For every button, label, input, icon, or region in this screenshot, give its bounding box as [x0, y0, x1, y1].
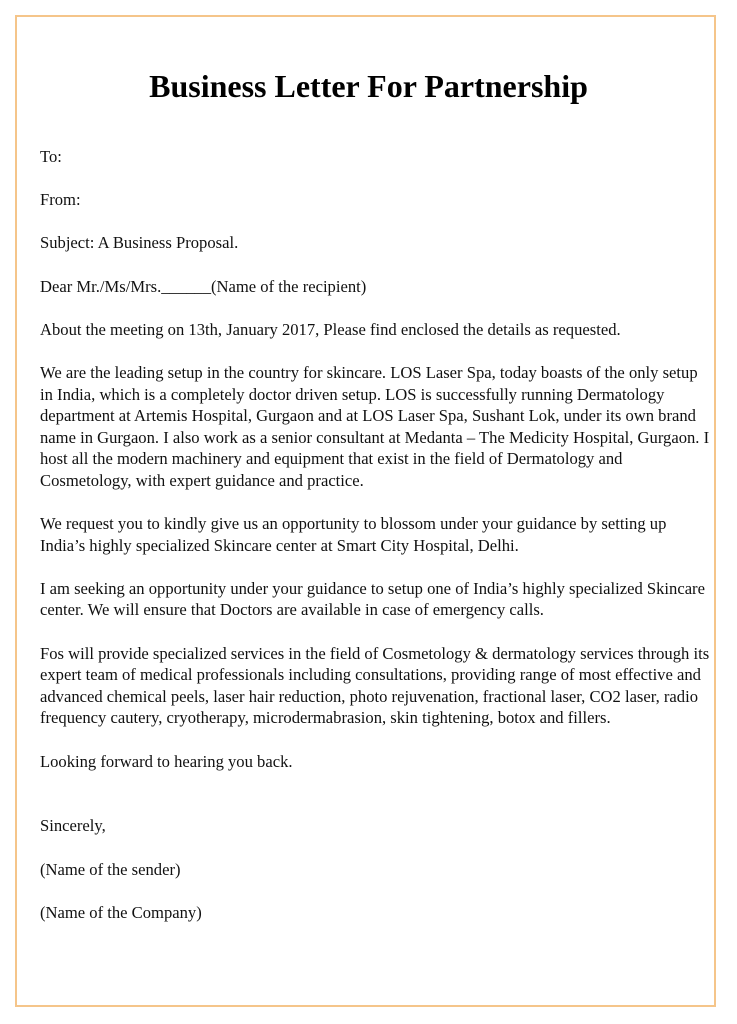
- sender-name: (Name of the sender): [40, 859, 181, 879]
- paragraph-services: Fos will provide specialized services in the field of Cosmetology & dermatology services through its expert team of medical professionals including consultations, providing range of most effective and advanced chemical peels, laser hair reduction, photo rejuvenation, fractional laser, CO2 laser, radio frequency cautery, cryotherapy, microdermabrasion, skin tightening, botox and fillers.: [40, 643, 710, 728]
- paragraph-opportunity: I am seeking an opportunity under your guidance to setup one of India’s highly specialized Skincare center. We will ensure that Doctors are available in case of emergency calls.: [40, 578, 705, 620]
- paragraph-meeting: About the meeting on 13th, January 2017, Please find enclosed the details as requested.: [40, 319, 621, 339]
- closing: Sincerely,: [40, 816, 106, 836]
- company-name: (Name of the Company): [40, 902, 202, 922]
- letter-body: [40, 146, 712, 945]
- to-line: To:: [40, 147, 62, 166]
- paragraph-request: We request you to kindly give us an opportunity to blossom under your guidance by setting up India’s highly specialized Skincare center at Smart City Hospital, Delhi.: [40, 514, 667, 555]
- subject-line: Subject: A Business Proposal.: [40, 233, 239, 253]
- letter-title: Business Letter For Partnership: [149, 68, 588, 104]
- paragraph-closing-remark: Looking forward to hearing you back.: [40, 751, 293, 771]
- salutation: Dear Mr./Ms/Mrs.______(Name of the recipient): [40, 276, 367, 296]
- paragraph-about-setup: We are the leading setup in the country for skincare. LOS Laser Spa, today boasts of the only setup in India, which is a completely doctor driven setup. LOS is successfully running Dermatology department at Artemis Hospital, Gurgaon and at LOS Laser Spa, Sushant Lok, under its own brand name in Gurgaon. I also work as a senior consultant at Medanta – The Medicity Hospital, Gurgaon. I host all the modern machinery and equipment that exist in the field of Dermatology and Cosmetology, with expert guidance and practice.: [40, 362, 710, 490]
- from-line: From:: [40, 190, 81, 210]
